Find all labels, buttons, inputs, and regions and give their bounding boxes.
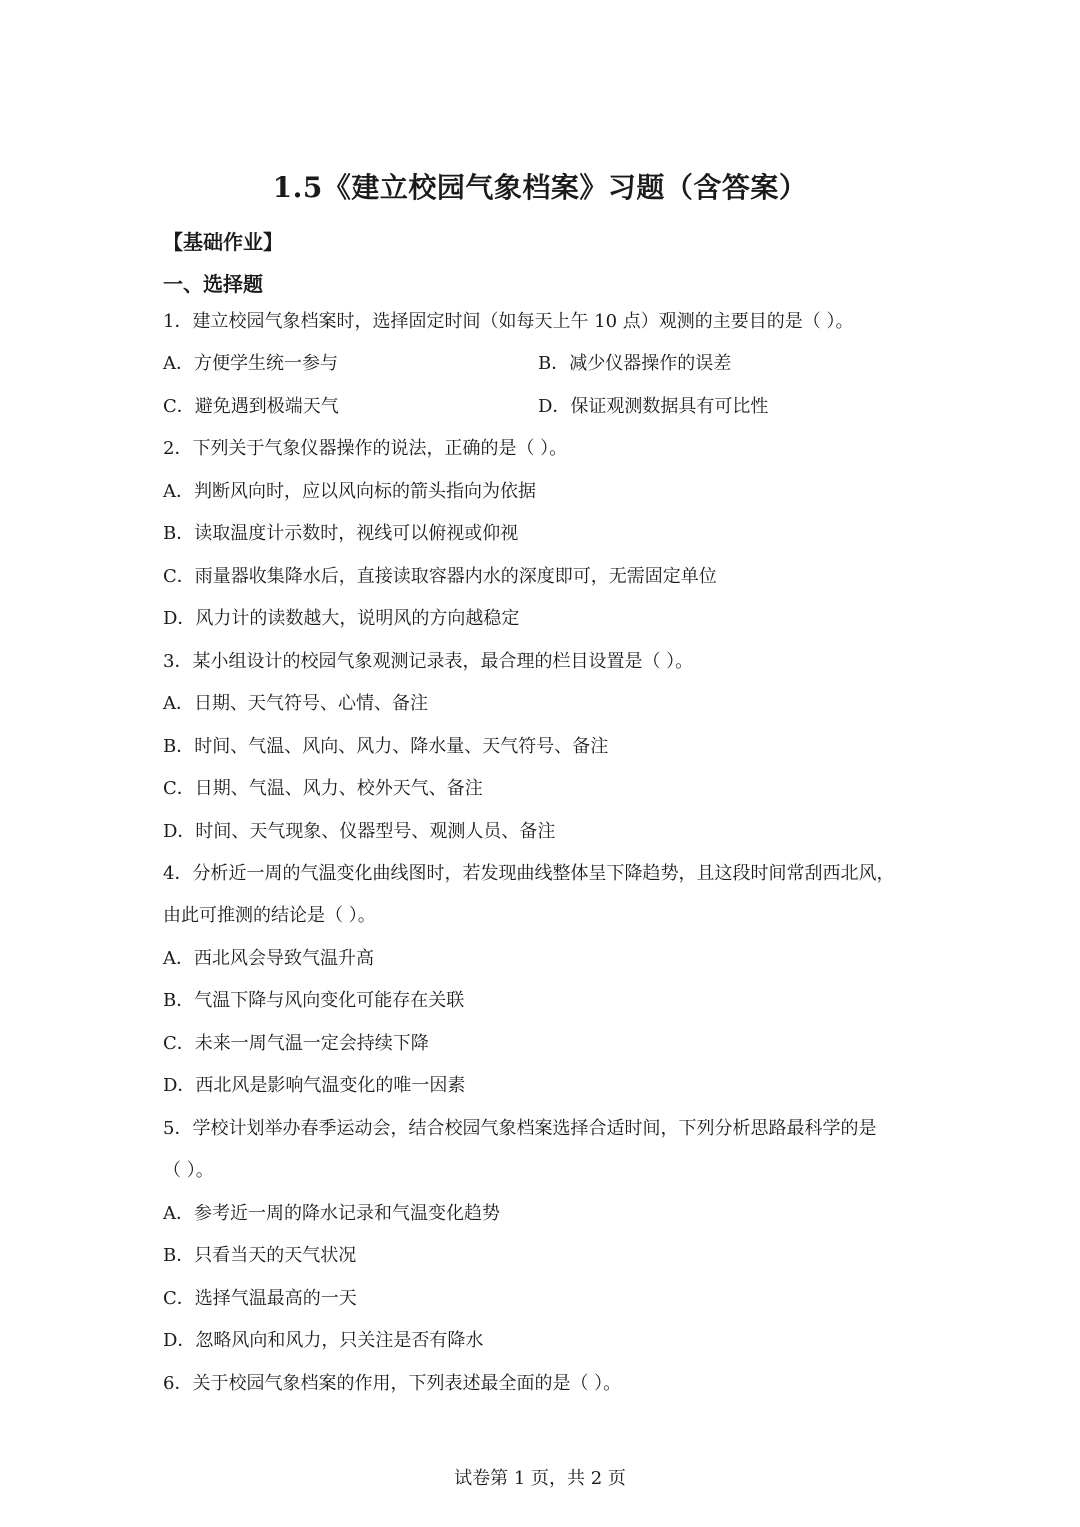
question-2-option-c: C．雨量器收集降水后，直接读取容器内水的深度即可，无需固定单位: [163, 566, 717, 587]
question-1-option-d: D．保证观测数据具有可比性: [538, 396, 769, 417]
question-1-stem: 1．建立校园气象档案时，选择固定时间（如每天上午 10 点）观测的主要目的是（ ）。: [163, 311, 854, 332]
question-1-option-a: A．方便学生统一参与: [163, 353, 338, 374]
question-4-option-b: B．气温下降与风向变化可能存在关联: [163, 990, 465, 1011]
page-footer: 试卷第 1 页，共 2 页: [454, 1468, 626, 1489]
question-4-option-c: C．未来一周气温一定会持续下降: [163, 1033, 429, 1054]
question-2-option-a: A．判断风向时，应以风向标的箭头指向为依据: [163, 481, 536, 502]
section-heading-basic: 【基础作业】: [163, 230, 283, 254]
question-5-option-d: D．忽略风向和风力，只关注是否有降水: [163, 1330, 484, 1351]
question-5-stem-line-2: （ ）。: [163, 1160, 214, 1181]
question-2-option-d: D．风力计的读数越大，说明风的方向越稳定: [163, 608, 520, 629]
question-5-option-a: A．参考近一周的降水记录和气温变化趋势: [163, 1203, 500, 1224]
question-3-option-c: C．日期、气温、风力、校外天气、备注: [163, 778, 483, 799]
section-heading-choice: 一、选择题: [163, 272, 263, 296]
question-2-option-b: B．读取温度计示数时，视线可以俯视或仰视: [163, 523, 519, 544]
question-4-stem-line-1: 4．分析近一周的气温变化曲线图时，若发现曲线整体呈下降趋势，且这段时间常刮西北风，: [163, 863, 895, 884]
question-2-stem: 2．下列关于气象仪器操作的说法，正确的是（ ）。: [163, 438, 568, 459]
question-1-option-c: C．避免遇到极端天气: [163, 396, 339, 417]
question-5-option-b: B．只看当天的天气状况: [163, 1245, 357, 1266]
question-3-option-d: D．时间、天气现象、仪器型号、观测人员、备注: [163, 821, 556, 842]
question-6-stem: 6．关于校园气象档案的作用，下列表述最全面的是（ ）。: [163, 1373, 622, 1394]
question-1-option-b: B．减少仪器操作的误差: [538, 353, 732, 374]
question-5-stem-line-1: 5．学校计划举办春季运动会，结合校园气象档案选择合适时间，下列分析思路最科学的是: [163, 1118, 877, 1139]
question-4-stem-line-2: 由此可推测的结论是（ ）。: [163, 905, 376, 926]
document-title: 1.5《建立校园气象档案》习题（含答案）: [272, 171, 808, 204]
question-3-option-b: B．时间、气温、风向、风力、降水量、天气符号、备注: [163, 736, 609, 757]
question-5-option-c: C．选择气温最高的一天: [163, 1288, 357, 1309]
question-4-option-d: D．西北风是影响气温变化的唯一因素: [163, 1075, 466, 1096]
question-4-option-a: A．西北风会导致气温升高: [163, 948, 374, 969]
question-3-stem: 3．某小组设计的校园气象观测记录表，最合理的栏目设置是（ ）。: [163, 651, 694, 672]
question-3-option-a: A．日期、天气符号、心情、备注: [163, 693, 428, 714]
